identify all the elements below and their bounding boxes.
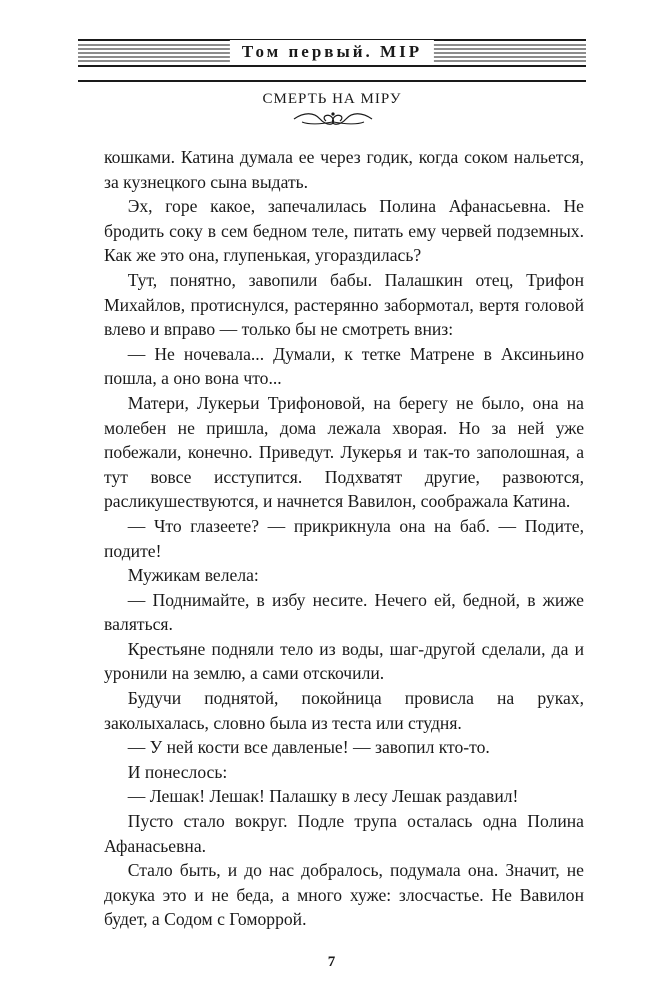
page-header [78, 28, 586, 120]
page-number: 7 [327, 954, 336, 970]
running-head [78, 38, 586, 68]
dialogue-paragraph: — У ней кости все давленые! — завопил кто-то. [127, 737, 490, 758]
dialogue-paragraph: — Поднимайте, в избу несите. Нечего ей, бедной, в жиже валяться. [104, 589, 584, 635]
chapter-title: СМЕРТЬ НА МІРУ [262, 91, 402, 107]
header-divider [78, 80, 586, 82]
volume-title: Том первый. МІР [230, 40, 434, 64]
paragraph: И понеслось: [127, 761, 228, 782]
dialogue-paragraph: — Не ночевала... Думали, к тетке Матрене в Аксиньино пошла, а оно вона что... [104, 343, 584, 389]
paragraph: Пусто стало вокруг. Подле трупа осталась одна Полина Афанасьевна. [104, 811, 584, 856]
ornament-flourish-icon [290, 110, 376, 128]
paragraph: Матери, Лукерьи Трифоновой, на берегу не было, она на молебен не пришла, дома лежала хворая. Но за ней уже побежали, конечно. Приведут. Лукерья и так-то заполошная, а тут вовсе исступится. Подхватят другие, развоются, расликушествуются, и начнется Вавилон, соображала Катина. [104, 392, 584, 512]
paragraph: Мужикам велела: [127, 565, 259, 586]
body-text [104, 145, 584, 932]
paragraph: кошками. Катина думала ее через годик, когда соком нальется, за кузнецкого сына выдать. [104, 147, 584, 192]
paragraph: Эх, горе какое, запечалилась Полина Афанасьевна. Не бродить соку в сем бедном теле, питать ему червей подземных. Как же это она, глупенькая, угораздилась? [104, 196, 584, 266]
paragraph: Будучи поднятой, покойница провисла на руках, заколыхалась, словно была из теста или студня. [104, 688, 584, 733]
paragraph: Тут, понятно, завопили бабы. Палашкин отец, Трифон Михайлов, протиснулся, растерянно забормотал, вертя головой влево и вправо — только бы не смотреть вниз: [104, 269, 584, 340]
dialogue-paragraph: — Что глазеете? — прикрикнула она на баб. — Подите, подите! [104, 515, 584, 561]
paragraph: Крестьяне подняли тело из воды, шаг-другой сделали, да и уронили на землю, а сами отскочили. [104, 638, 584, 684]
paragraph: Стало быть, и до нас добралось, подумала она. Значит, не докука это и не беда, а много хуже: злосчастье. Не Вавилон будет, а Содом с Гоморрой. [104, 860, 584, 930]
dialogue-paragraph: — Лешак! Лешак! Палашку в лесу Лешак раздавил! [127, 786, 519, 807]
